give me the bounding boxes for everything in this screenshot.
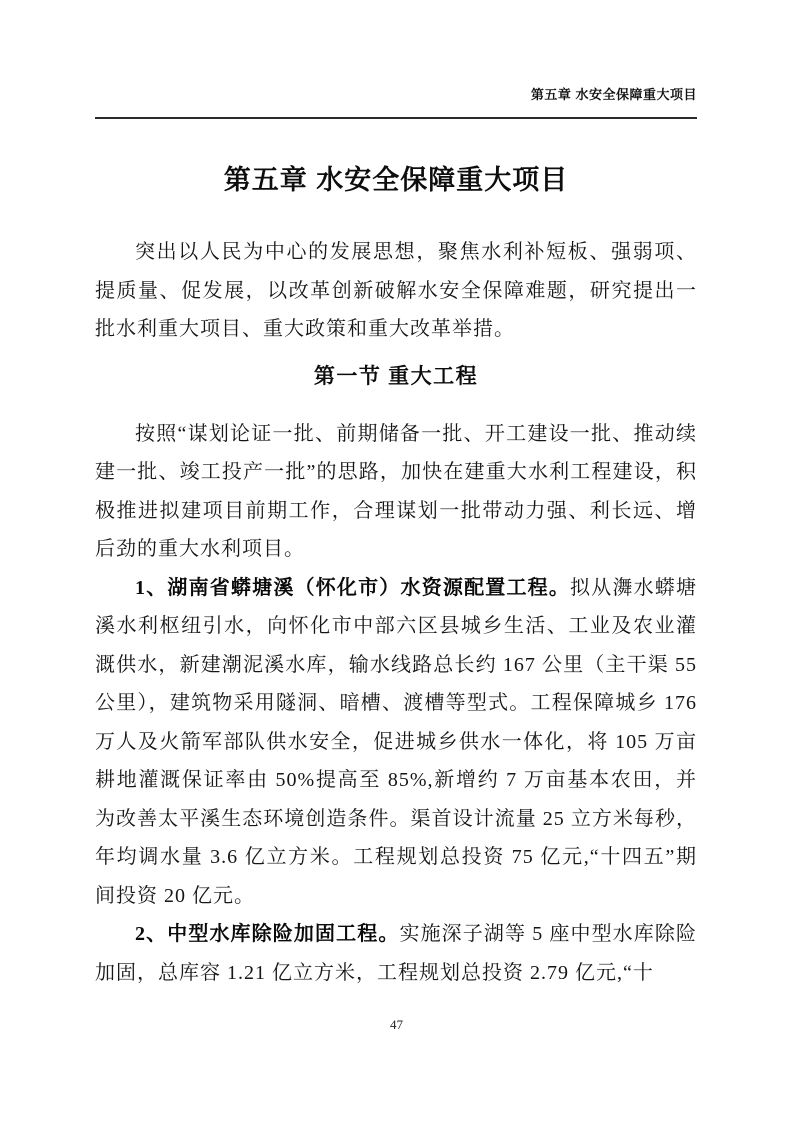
section-title: 第一节 重大工程: [313, 363, 479, 388]
project-item-1-title: 1、湖南省蟒塘溪（怀化市）水资源配置工程。: [135, 576, 571, 599]
project-item-2: [95, 915, 697, 992]
project-item-2-body: 实施深子湖等 5 座中型水库除险加固，总库容 1.21 亿立方米，工程规划总投资 2.79 亿元,“十: [95, 923, 698, 984]
project-item-1-body: 拟从㵲水蟒塘溪水利枢纽引水，向怀化市中部六区县城乡生活、工业及农业灌溉供水，新建潮泥溪水库，输水线路总长约 167 公里（主干渠 55 公里），建筑物采用隧洞、暗槽、渡槽等型式。工程保障城乡 176 万人及火箭军部队供水安全，促进城乡供水一体化，将 105 万亩耕地灌溉保证率由 50%提高至 85%,新增约 7 万亩基本农田，并为改善太平溪生态环境创造条件。渠首设计流量 25 立方米每秒，年均调水量 3.6 亿立方米。工程规划总投资 75 亿元,“十四五”期间投资 20 亿元。: [95, 576, 698, 907]
chapter-title: 第五章 水安全保障重大项目: [223, 165, 569, 195]
running-header: 第五章 水安全保障重大项目: [530, 87, 697, 102]
page-number: 47: [390, 1017, 403, 1032]
intro-paragraph: 突出以人民为中心的发展思想，聚焦水利补短板、强弱项、提质量、促发展，以改革创新破解水安全保障难题，研究提出一批水利重大项目、重大政策和重大改革举措。: [95, 241, 697, 340]
section-intro-paragraph: 按照“谋划论证一批、前期储备一批、开工建设一批、推动续建一批、竣工投产一批”的思路，加快在建重大水利工程建设，积极推进拟建项目前期工作，合理谋划一批带动力强、利长远、增后劲的重大水利项目。: [95, 422, 697, 560]
project-item-2-title: 2、中型水库除险加固工程。: [135, 923, 400, 945]
header-rule: [95, 117, 697, 119]
project-item-1: [95, 569, 697, 916]
